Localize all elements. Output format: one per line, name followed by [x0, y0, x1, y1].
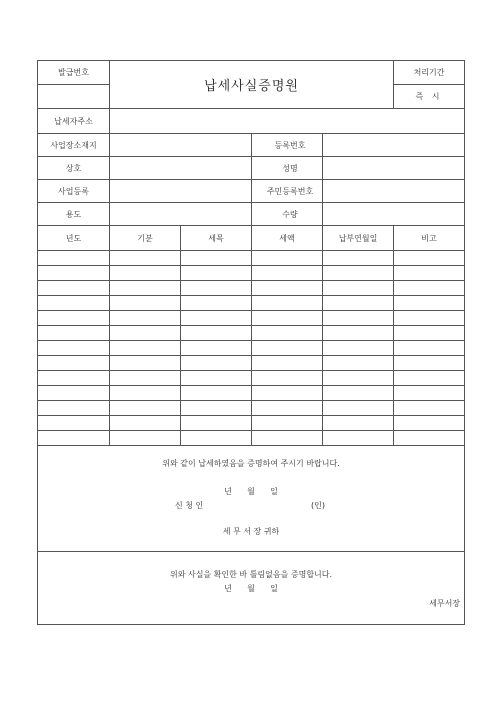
table-row: [38, 401, 465, 416]
business-registration-label: 사업등록: [38, 180, 110, 203]
request-statement: [38, 446, 465, 552]
table-cell[interactable]: [110, 311, 181, 326]
table-cell[interactable]: [38, 251, 110, 266]
name-label: 성명: [252, 157, 323, 180]
table-cell[interactable]: [181, 356, 252, 371]
table-row: [38, 341, 465, 356]
table-cell[interactable]: [110, 401, 181, 416]
table-cell[interactable]: [181, 386, 252, 401]
tax-table-header: [38, 226, 465, 251]
table-cell[interactable]: [181, 341, 252, 356]
request-date-line: 년 월 일: [224, 487, 278, 496]
column-header: 세목: [181, 226, 252, 251]
table-cell[interactable]: [110, 371, 181, 386]
quantity-label: 수량: [252, 203, 323, 226]
table-cell[interactable]: [110, 296, 181, 311]
table-cell[interactable]: [38, 416, 110, 431]
table-cell[interactable]: [252, 251, 323, 266]
table-cell[interactable]: [252, 266, 323, 281]
table-cell[interactable]: [38, 356, 110, 371]
table-row: [38, 356, 465, 371]
seal-mark: (인): [311, 501, 325, 510]
table-cell[interactable]: [394, 356, 465, 371]
table-row: [38, 281, 465, 296]
table-cell[interactable]: [394, 386, 465, 401]
form-grid: [37, 60, 465, 625]
table-cell[interactable]: [110, 326, 181, 341]
table-row: [38, 416, 465, 431]
table-cell[interactable]: [110, 386, 181, 401]
table-cell[interactable]: [181, 281, 252, 296]
table-cell[interactable]: [181, 266, 252, 281]
table-cell[interactable]: [181, 251, 252, 266]
table-cell[interactable]: [252, 326, 323, 341]
table-row: [38, 431, 465, 446]
table-cell[interactable]: [181, 296, 252, 311]
table-cell[interactable]: [38, 266, 110, 281]
table-cell[interactable]: [181, 401, 252, 416]
business-registration-field[interactable]: [110, 180, 252, 203]
table-cell[interactable]: [38, 311, 110, 326]
table-cell[interactable]: [252, 431, 323, 446]
trade-name-field[interactable]: [110, 157, 252, 180]
table-cell[interactable]: [252, 341, 323, 356]
table-cell[interactable]: [38, 386, 110, 401]
table-cell[interactable]: [110, 266, 181, 281]
table-row: [38, 371, 465, 386]
table-cell[interactable]: [38, 371, 110, 386]
table-cell[interactable]: [252, 416, 323, 431]
table-row: [38, 266, 465, 281]
table-cell[interactable]: [394, 431, 465, 446]
business-location-field[interactable]: [110, 134, 252, 157]
table-cell[interactable]: [252, 296, 323, 311]
table-cell[interactable]: [38, 326, 110, 341]
table-cell[interactable]: [110, 341, 181, 356]
table-row: [38, 296, 465, 311]
table-cell[interactable]: [38, 296, 110, 311]
table-cell[interactable]: [110, 431, 181, 446]
table-row: [38, 251, 465, 266]
table-cell[interactable]: [323, 251, 394, 266]
tax-office-signer: 세무서장: [429, 599, 461, 608]
issue-no-field[interactable]: [38, 85, 110, 109]
addressee: 세 무 서 장 귀하: [222, 527, 280, 536]
table-cell[interactable]: [181, 311, 252, 326]
table-cell[interactable]: [323, 326, 394, 341]
confirmation-section: [38, 552, 465, 625]
table-cell[interactable]: [323, 371, 394, 386]
table-cell[interactable]: [394, 266, 465, 281]
table-row: [38, 326, 465, 341]
table-cell[interactable]: [252, 386, 323, 401]
name-field[interactable]: [323, 157, 465, 180]
table-cell[interactable]: [394, 371, 465, 386]
form-title: 납세사실증명원: [110, 61, 394, 109]
table-row: [38, 311, 465, 326]
processing-period-value: 즉 시: [394, 85, 465, 109]
table-cell[interactable]: [394, 416, 465, 431]
table-cell[interactable]: [38, 341, 110, 356]
resident-registration-label: 주민등록번호: [252, 180, 323, 203]
table-cell[interactable]: [394, 311, 465, 326]
confirmation-text: 위와 사실을 확인한 바 틀림없음을 증명합니다.: [169, 570, 333, 579]
trade-name-label: 상호: [38, 157, 110, 180]
table-cell[interactable]: [394, 281, 465, 296]
confirmation-date-line: 년 월 일: [224, 584, 278, 593]
column-header: 기분: [110, 226, 181, 251]
table-cell[interactable]: [252, 281, 323, 296]
table-cell[interactable]: [38, 401, 110, 416]
table-cell[interactable]: [181, 431, 252, 446]
table-cell[interactable]: [110, 416, 181, 431]
table-cell[interactable]: [323, 401, 394, 416]
table-cell[interactable]: [394, 341, 465, 356]
resident-registration-field[interactable]: [323, 180, 465, 203]
table-cell[interactable]: [323, 266, 394, 281]
tax-table-body: [38, 251, 465, 446]
table-cell[interactable]: [252, 371, 323, 386]
table-cell[interactable]: [394, 251, 465, 266]
table-cell[interactable]: [252, 401, 323, 416]
column-header: 비고: [394, 226, 465, 251]
table-cell[interactable]: [38, 431, 110, 446]
table-cell[interactable]: [181, 326, 252, 341]
table-cell[interactable]: [394, 401, 465, 416]
column-header: 세액: [252, 226, 323, 251]
table-cell[interactable]: [38, 281, 110, 296]
applicant-label: 신 청 인: [175, 501, 204, 510]
table-cell[interactable]: [323, 416, 394, 431]
table-cell[interactable]: [181, 416, 252, 431]
table-cell[interactable]: [110, 251, 181, 266]
table-cell[interactable]: [252, 356, 323, 371]
table-row: [38, 386, 465, 401]
purpose-label: 용도: [38, 203, 110, 226]
taxpayer-address-label: 납세자주소: [38, 109, 110, 134]
column-header: 년도: [38, 226, 110, 251]
table-cell[interactable]: [394, 326, 465, 341]
table-cell[interactable]: [323, 356, 394, 371]
taxpayer-address-field[interactable]: [110, 109, 465, 134]
registration-no-label: 등록번호: [252, 134, 323, 157]
table-cell[interactable]: [323, 281, 394, 296]
purpose-field[interactable]: [110, 203, 252, 226]
table-cell[interactable]: [252, 311, 323, 326]
request-text: 위와 같이 납세하였음을 증명하여 주시기 바랍니다.: [162, 459, 340, 468]
processing-period-label: 처리기간: [394, 61, 465, 85]
table-cell[interactable]: [323, 341, 394, 356]
registration-no-field[interactable]: [323, 134, 465, 157]
table-cell[interactable]: [110, 281, 181, 296]
table-cell[interactable]: [110, 356, 181, 371]
column-header: 납부연월일: [323, 226, 394, 251]
issue-no-label: 발급번호: [38, 61, 110, 85]
quantity-field[interactable]: [323, 203, 465, 226]
table-cell[interactable]: [323, 311, 394, 326]
table-cell[interactable]: [323, 431, 394, 446]
business-location-label: 사업장소재지: [38, 134, 110, 157]
tax-payment-certificate-form: [37, 60, 464, 642]
table-cell[interactable]: [181, 371, 252, 386]
table-cell[interactable]: [323, 296, 394, 311]
table-cell[interactable]: [394, 296, 465, 311]
table-cell[interactable]: [323, 386, 394, 401]
